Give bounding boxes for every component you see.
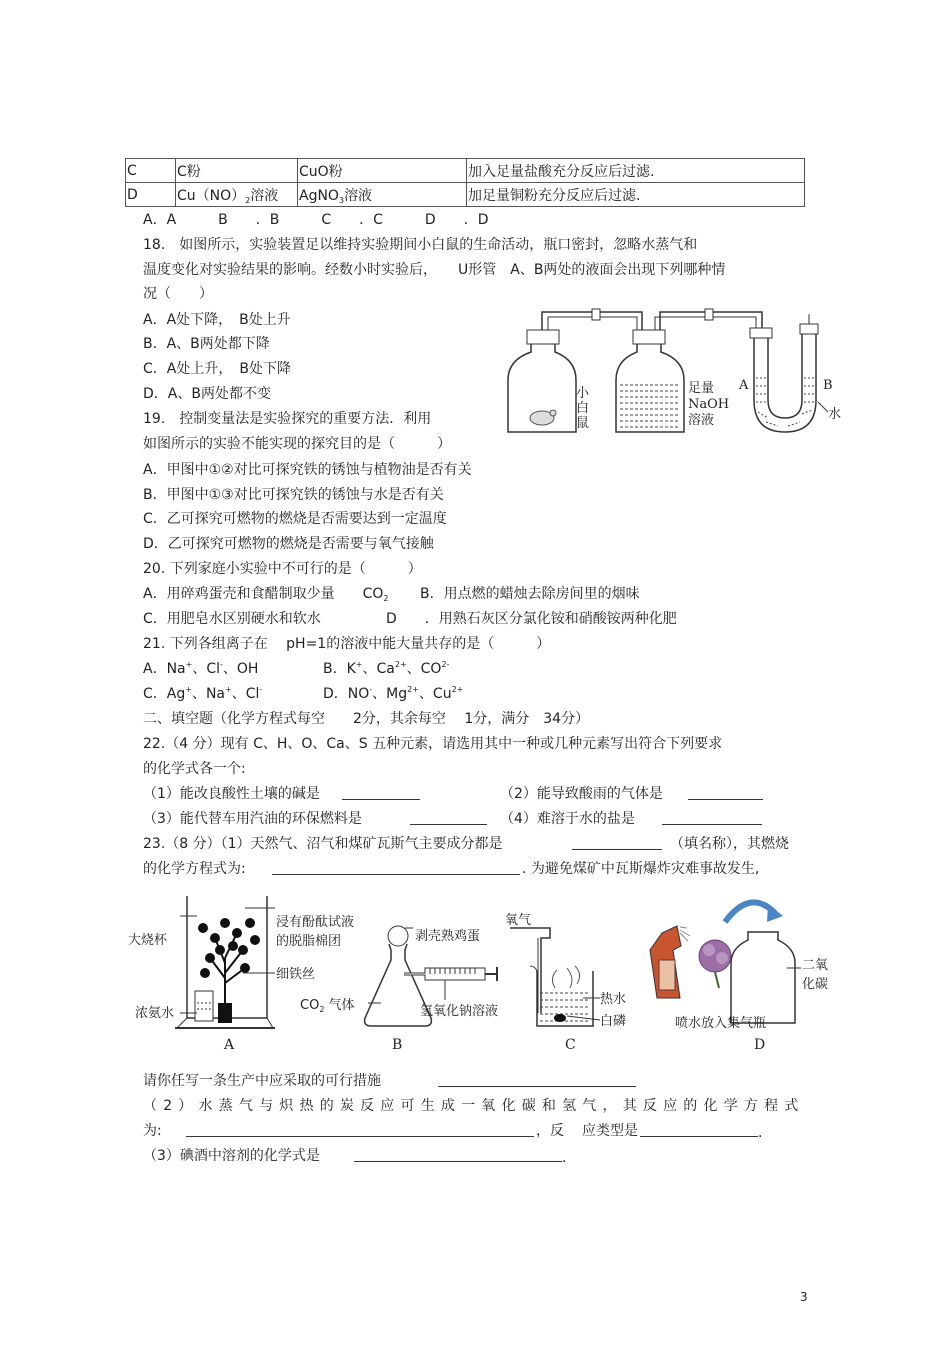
co2-jar-label-1: 二氧 [802, 958, 829, 973]
charge: - [259, 685, 263, 694]
co2-gas-label [300, 997, 355, 1015]
figure-caption-b: B [392, 1037, 403, 1053]
q20-option-d: D ．用熟石灰区分氯化铵和硝酸铵两种化肥 [386, 611, 677, 627]
label-text: CO [300, 998, 320, 1013]
q18-option-a: A．A处下降， B处上升 [143, 312, 291, 328]
answer-blank[interactable] [662, 810, 762, 830]
answer-blank[interactable] [342, 785, 420, 805]
q18-stem-2: 温度变化对实验结果的影响。经数小时实验后， U形管 A、B两处的液面会出现下列哪种情 [143, 262, 726, 278]
water-label: 水 [828, 407, 842, 422]
q23-stem-1b: （填名称），其燃烧 [670, 836, 789, 852]
cotton-label-2: 的脱脂棉团 [276, 934, 342, 949]
q18-option-c: C．A处上升， B处下降 [143, 361, 291, 377]
q21-option-d: D．NO-、$Mg^{2+}$、$Cu^{2+}$ [323, 685, 464, 702]
subscript: 2 [319, 1005, 325, 1014]
point-a-label: A [739, 378, 749, 393]
ammonia-label: 浓氨水 [135, 1006, 175, 1021]
subscript: 2 [245, 195, 251, 205]
q23-stem-2a: 的化学方程式为: [143, 861, 246, 877]
q23-part-2-prefix: 为: [143, 1123, 162, 1139]
answer-table [125, 158, 805, 207]
stopper [633, 330, 665, 344]
answer-blank[interactable] [438, 1072, 636, 1092]
label-line: NaOH [688, 397, 730, 412]
hot-water-label: 热水 [600, 992, 627, 1007]
q23-part-2-stem: （2）水蒸气与炽热的炭反应可生成一氧化碳和氢气，其反应的化学方程式 [143, 1098, 805, 1114]
apparatus-c [510, 928, 600, 1026]
charge: + [185, 685, 192, 694]
cell-text: Cu（NO [177, 187, 232, 204]
option-text: D．NO [323, 686, 370, 702]
option-text: A．Na [143, 661, 186, 677]
label-char: 白 [576, 401, 590, 416]
option-text: B．K [323, 661, 356, 677]
big-beaker-label: 大烧杯 [128, 933, 168, 948]
table-cell: D [126, 183, 176, 207]
charge: + [185, 660, 193, 669]
charge: 2- [441, 660, 450, 669]
table-cell: C [126, 159, 176, 183]
table-cell [176, 183, 298, 207]
q21-option-a: A．Na+、Cl-、OH [143, 660, 259, 677]
figure-caption-d: D [754, 1037, 766, 1053]
q23-measure-prompt: 请你任写一条生产中应采取的可行措施 [143, 1073, 381, 1089]
charge: - [220, 660, 223, 669]
option-text: A．用碎鸡蛋壳和食醋制取少量 CO [143, 586, 384, 602]
table-cell: 加足量铜粉充分反应后过滤. [467, 183, 805, 207]
q18-apparatus-figure [500, 300, 845, 440]
q22-part-2: （2）能导致酸雨的气体是 [500, 786, 663, 802]
cell-text: AgNO [299, 187, 339, 204]
q20-option-a [143, 585, 388, 603]
figure-caption-c: C [565, 1037, 576, 1053]
stopper [527, 330, 559, 344]
answer-blank[interactable] [186, 1122, 534, 1142]
q23-part-2-comma: ，反 [536, 1123, 564, 1139]
answer-blank[interactable] [572, 835, 662, 855]
oxygen-label: 氧气 [505, 913, 532, 928]
charge: - [369, 685, 373, 694]
q22-stem-1: 22.（4 分）现有 C、H、O、Ca、S 五种元素，请选用其中一种或几种元素写出符合下列要求 [143, 736, 723, 752]
q19-stem-1: 19. 控制变量法是实验探究的重要方法．利用 [143, 411, 432, 427]
cell-text: ） [231, 187, 246, 204]
q19-stem-2: 如图所示的实验不能实现的探究目的是（ ） [143, 436, 451, 452]
charge: + [355, 660, 363, 669]
period: . [562, 1150, 567, 1166]
table-cell [298, 183, 467, 207]
leader-line [818, 402, 828, 412]
q18-option-b: B．A、B两处都下降 [143, 336, 270, 352]
q18-stem-3: 况（ ） [143, 286, 213, 302]
answer-blank[interactable] [272, 860, 520, 880]
label-char: 鼠 [576, 416, 590, 431]
q17-options: A．A B ．B C ．C D ．D [143, 212, 489, 228]
q20-stem: 20. 下列家庭小实验中不可行的是（ ） [143, 561, 422, 577]
q21-option-c: C．Ag+、Na+、Cl- [143, 685, 263, 702]
u-tube-stopper [800, 324, 818, 334]
q23-part-3: （3）碘酒中溶剂的化学式是 [143, 1148, 320, 1164]
u-tube-stopper [750, 328, 772, 338]
q19-option-a: A．甲图中①②对比可探究铁的锈蚀与植物油是否有关 [143, 462, 472, 478]
tube-joint [592, 309, 600, 320]
naoh-solution [617, 382, 683, 431]
charge: + [225, 685, 232, 694]
figure-caption-a: A [224, 1037, 235, 1053]
section-heading: 二、填空题（化学方程式每空 2分，其余每空 1分，满分 34分） [143, 711, 590, 727]
label-line: 溶液 [688, 413, 715, 428]
tube-joint [705, 309, 713, 320]
mouse-ear [550, 410, 556, 416]
charge: 2+ [407, 685, 419, 694]
label-line: 足量 [688, 381, 715, 396]
q22-part-1: （1）能改良酸性土壤的碱是 [143, 786, 320, 802]
q19-option-b: B．甲图中①③对比可探究铁的锈蚀与水是否有关 [143, 487, 444, 503]
q21-option-b: B．K+、$Ca^{2+}$、$CO^{2-}$ [323, 660, 450, 677]
table-cell: CuO粉 [298, 159, 467, 183]
q22-part-4: （4）难溶于水的盐是 [500, 811, 635, 827]
q21-stem: 21. 下列各组离子在 pH=1的溶液中能大量共存的是（ ） [143, 636, 551, 652]
label-text: 气体 [324, 998, 355, 1013]
q18-stem-1: 18. 如图所示，实验装置足以维持实验期间小白鼠的生命活动，瓶口密封，忽略水蒸气和 [143, 237, 698, 253]
q20-option-c: C．用肥皂水区别硬水和软水 [143, 611, 321, 627]
q23-stem-1a: 23.（8 分）（1）天然气、沼气和煤矿瓦斯气主要成分都是 [143, 836, 503, 852]
subscript: 3 [338, 195, 345, 205]
spray-label: 喷水放入集气瓶 [675, 1016, 767, 1031]
cotton-label-1: 浸有酚酞试液 [276, 915, 355, 930]
option-text: C．Ag [143, 686, 186, 702]
period: . [758, 1125, 763, 1141]
q23-reaction-type-label: 应类型是 [582, 1123, 638, 1139]
point-b-label: B [823, 378, 833, 393]
mouse-label [576, 386, 589, 431]
q22-stem-2: 的化学式各一个: [143, 761, 246, 777]
naoh-solution-label: 氢氧化钠溶液 [420, 1004, 499, 1019]
table-row [126, 159, 805, 183]
q22-part-3: （3）能代替车用汽油的环保燃料是 [143, 811, 362, 827]
q19-option-d: D．乙可探究可燃物的燃烧是否需要与氧气接触 [143, 536, 434, 552]
egg-label: 剥壳熟鸡蛋 [415, 929, 481, 944]
apparatus-d [650, 902, 801, 1023]
table-cell: 加入足量盐酸充分反应后过滤. [467, 159, 805, 183]
cell-text: 溶液 [344, 187, 373, 204]
answer-blank[interactable] [688, 785, 763, 805]
answer-blank[interactable] [640, 1122, 762, 1142]
table-cell: C粉 [176, 159, 298, 183]
subscript: 2 [383, 594, 389, 603]
co2-jar-label-2: 化碳 [802, 977, 829, 992]
u-tube [768, 334, 802, 418]
table-row [126, 183, 805, 207]
page-number: 3 [800, 1290, 808, 1304]
naoh-label [688, 381, 729, 429]
charge: 2+ [451, 685, 464, 694]
apparatus-a [175, 896, 275, 1028]
q18-option-d: D．A、B两处都不变 [143, 386, 271, 402]
answer-blank[interactable] [354, 1147, 566, 1167]
answer-blank[interactable] [410, 810, 487, 830]
charge: 2+ [394, 660, 407, 669]
q23-stem-2b: . 为避免煤矿中瓦斯爆炸灾难事故发生, [522, 861, 760, 877]
q19-option-c: C．乙可探究可燃物的燃烧是否需要达到一定温度 [143, 511, 447, 527]
label-char: 小 [576, 386, 590, 401]
white-phosphorus-label: 白磷 [600, 1014, 627, 1029]
q20-option-b: B．用点燃的蜡烛去除房间里的烟味 [420, 586, 640, 602]
cell-text: 溶液 [250, 187, 279, 204]
wire-label: 细铁丝 [276, 967, 316, 982]
